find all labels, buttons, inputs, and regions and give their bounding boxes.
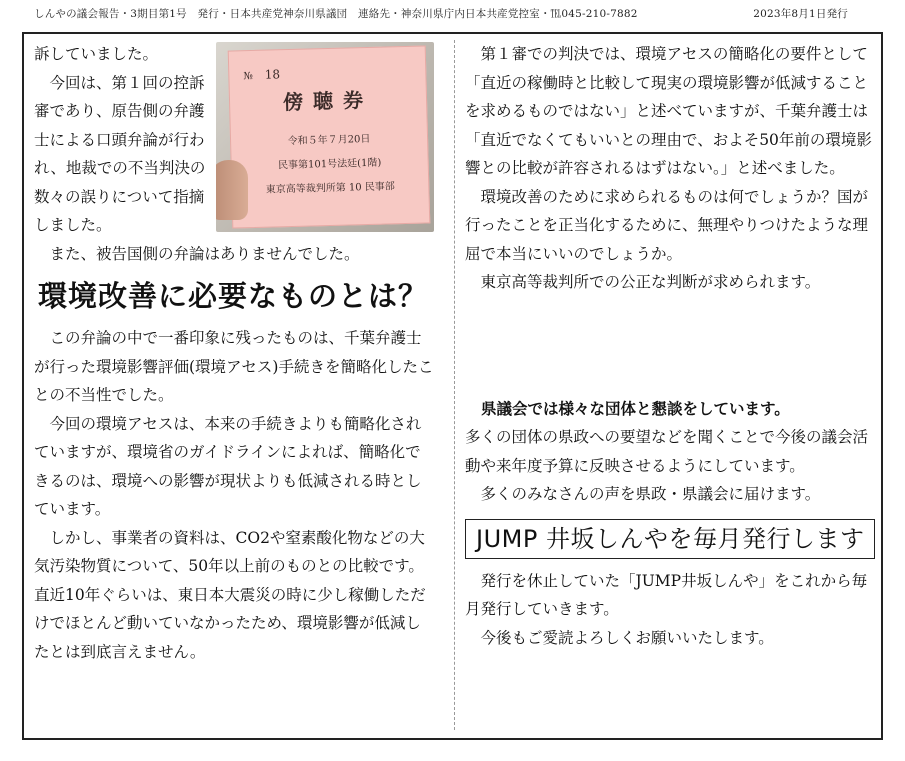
ticket-dept: 東京高等裁判所第 10 民事部 xyxy=(265,181,396,196)
paragraph: 今回は、第１回の控訴審であり、原告側の弁護士による口頭弁論が行われ、地裁での不当判決の数々の誤りについて指摘しました。 xyxy=(34,73,206,234)
left-column xyxy=(34,40,434,666)
jump-title-box: JUMP 井坂しんやを毎月発行します xyxy=(465,519,875,559)
ticket-court: 民事第101号法廷(1階) xyxy=(277,157,382,172)
paragraph: 東京高等裁判所での公正な判断が求められます。 xyxy=(480,273,821,291)
paragraph: 今回の環境アセスは、本来の手続きよりも簡略化されていますが、環境省のガイドラインによれば、簡略化できるのは、環境への影響が現状よりも低減される時としています。 xyxy=(34,414,422,518)
ticket-photo xyxy=(216,42,434,232)
paragraph: 今後もご愛読よろしくお願いいたします。 xyxy=(480,628,774,647)
paragraph: 発行を休止していた「JUMP井坂しんや」をこれから毎月発行していきます。 xyxy=(465,571,868,618)
hearing-ticket xyxy=(228,45,431,228)
hand-thumb xyxy=(216,160,248,220)
masthead xyxy=(34,6,884,28)
ticket-title: 傍聴券 xyxy=(282,87,374,115)
paragraph: 多くのみなさんの声を県政・県議会に届けます。 xyxy=(480,485,821,503)
column-divider xyxy=(454,40,455,730)
paragraph: 第１審での判決では、環境アセスの簡略化の要件として「直近の稼働時と比較して現実の環境影響が低減することを求めるものではない」と述べていますが、千葉弁護士は「直近でなくてもいいとの理由で、およそ50年前の環境影響との比較が許容されるはずはない。」と述べました。 xyxy=(465,45,872,177)
subheading: 県議会では様々な団体と懇談をしています。 xyxy=(481,399,790,418)
masthead-text: しんやの議会報告・3期目第1号 発行・日本共産党神奈川県議団 連絡先・神奈川県庁内日本共産党控室・℡045-210-7882 xyxy=(34,8,638,20)
right-column xyxy=(465,40,875,652)
paragraph: 訴していました。 xyxy=(34,45,159,63)
paragraph: 環境改善のために求められるものは何でしょうか？国が行ったことを正当化するために、無理やりつけたような理屈で本当にいいのでしょうか。 xyxy=(465,187,869,263)
spacer xyxy=(465,297,875,395)
paragraph: この弁論の中で一番印象に残ったものは、千葉弁護士が行った環境影響評価(環境アセス)手続きを簡略化したことの不当性でした。 xyxy=(34,329,434,404)
paragraph: また、被告国側の弁論はありませんでした。 xyxy=(49,244,360,263)
paragraph: 多くの団体の県政への要望などを聞くことで今後の議会活動や来年度予算に反映させるようにしています。 xyxy=(465,428,869,475)
issue-date: 2023年8月1日発行 xyxy=(753,8,848,20)
ticket-number: № 18 xyxy=(243,67,281,83)
ticket-date: 令和５年７月20日 xyxy=(287,133,371,148)
paragraph: しかし、事業者の資料は、CO2や窒素酸化物などの大気汚染物質について、50年以上前のものとの比較です。直近10年ぐらいは、東日本大震災の時に少し稼働しただけでほとんど動いていなかったため、環境影響が低減したとは到底言えません。 xyxy=(34,528,426,661)
section-heading: 環境改善に必要なものとは？ xyxy=(38,279,429,313)
